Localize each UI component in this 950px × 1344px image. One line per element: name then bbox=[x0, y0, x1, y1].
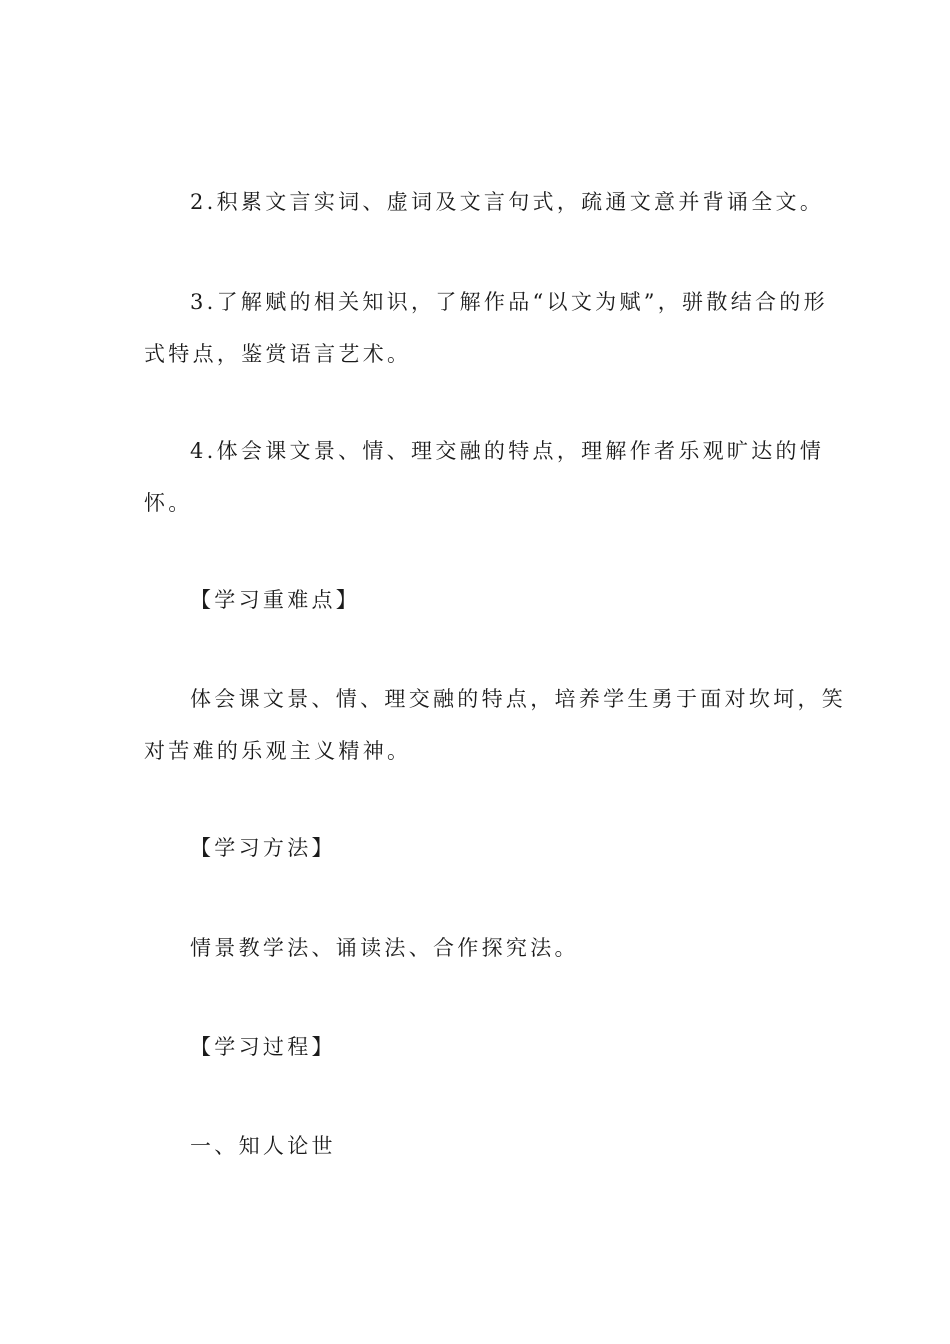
section-heading: 【学习重难点】 bbox=[190, 588, 361, 612]
learning-goal-2 bbox=[144, 176, 825, 228]
section-know-author bbox=[144, 1120, 806, 1172]
key-points-paragraph bbox=[144, 673, 847, 777]
heading-process bbox=[144, 1021, 806, 1073]
paragraph-line: 对苦难的乐观主义精神。 bbox=[144, 739, 412, 763]
heading-methods bbox=[144, 822, 806, 874]
paragraph-line: 情景教学法、诵读法、合作探究法。 bbox=[190, 936, 579, 960]
paragraph-line: 体会课文景、情、理交融的特点，培养学生勇于面对坎坷，笑 bbox=[190, 687, 847, 711]
learning-goal-3 bbox=[144, 276, 828, 380]
section-heading: 【学习过程】 bbox=[190, 1035, 336, 1059]
paragraph-line: 式特点，鉴赏语言艺术。 bbox=[144, 342, 412, 366]
section-subheading: 一、知人论世 bbox=[190, 1134, 336, 1158]
paragraph-line: 怀。 bbox=[144, 491, 193, 515]
methods-paragraph bbox=[144, 922, 806, 974]
paragraph-line: 4.体会课文景、情、理交融的特点，理解作者乐观旷达的情 bbox=[190, 439, 825, 463]
paragraph-line: 3.了解赋的相关知识，了解作品“以文为赋”，骈散结合的形 bbox=[190, 290, 828, 314]
heading-key-points bbox=[144, 574, 806, 626]
section-heading: 【学习方法】 bbox=[190, 836, 336, 860]
learning-goal-4 bbox=[144, 425, 825, 529]
paragraph-line: 2.积累文言实词、虚词及文言句式，疏通文意并背诵全文。 bbox=[190, 190, 825, 214]
